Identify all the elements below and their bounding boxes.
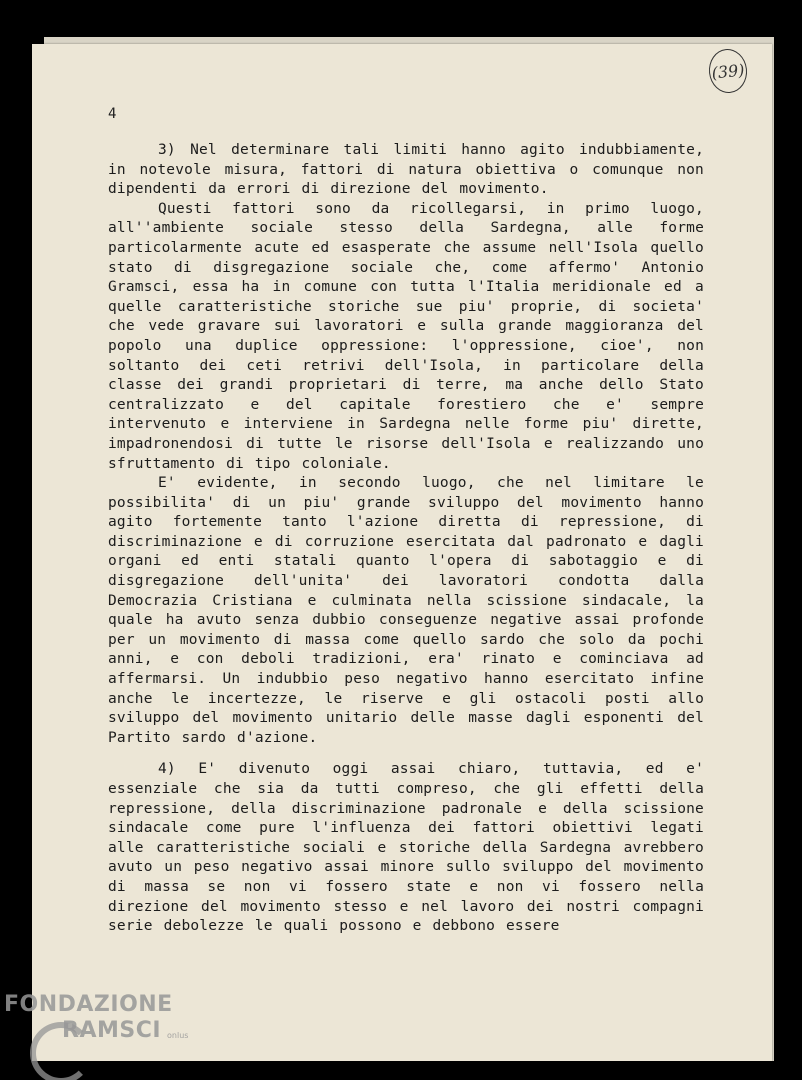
watermark-line-1: FONDAZIONE [4,992,173,1017]
document-body [108,141,704,937]
paragraph-2: Questi fattori sono da ricollegarsi, in primo luogo, all''ambiente sociale stesso della Sardegna, alle forme particolarmente acute ed esasperate che assume nell'Isola quello stato di disgregazione sociale che, come affermo' Antonio Gramsci, essa ha in comune con tutta l'Italia meridionale ed a quelle caratteristiche storiche sue piu' proprie, di societa' che vede gravare sui lavoratori e sulla grande maggioranza del popolo una duplice oppressione: l'oppressione, cioe', non soltanto dei ceti retrivi dell'Isola, in particolare della classe dei grandi proprietari di terre, ma anche dello Stato centralizzato e del capitale forestiero che e' sempre intervenuto e interviene in Sardegna nelle forme piu' dirette, impadronendosi di tutte le risorse dell'Isola e realizzando uno sfruttamento di tipo coloniale. [108,200,704,472]
watermark-line-2: RAMSCI [62,1018,162,1043]
archive-number-stamp: (39) [707,47,749,95]
paragraph-3: E' evidente, in secondo luogo, che nel limitare le possibilita' di un piu' grande sviluppo del movimento hanno agito fortemente tanto l'azione diretta di repressione, di discriminazione e di corruzione esercitata dal padronato e dagli organi ed enti statali quanto l'opera di sabotaggio e di disgregazione dell'unita' dei lavoratori condotta dalla Democrazia Cristiana e culminata nella scissione sindacale, la quale ha avuto senza dubbio conseguenze negative assai profonde per un movimento di massa come quello sardo che solo da pochi anni, e con deboli tradizioni, era' rinato e cominciava ad affermarsi. Un indubbio peso negativo hanno esercitato infine anche le incertezze, le riserve e gli ostacoli posti allo sviluppo del movimento unitario delle masse dagli esponenti del Partito sardo d'azione. [108,475,704,746]
watermark-subtitle: onlus [167,1031,189,1040]
watermark-logo [4,992,189,1044]
page-number: 4 [108,106,117,122]
paragraph-4: 4) E' divenuto oggi assai chiaro, tuttavia, ed e' essenziale che sia da tutti compreso, che gli effetti della repressione, della discriminazione padronale e della scissione sindacale come pure l'influenza dei fattori obiettivi legati alle caratteristiche sociali e storiche della Sardegna avrebbero avuto un peso negativo assai minore sullo sviluppo del movimento di massa se non vi fossero state e non vi fossero nella direzione del movimento stesso e nel lavoro dei nostri compagni serie debolezze le quali possono e debbono essere [108,761,704,935]
paragraph-1: 3) Nel determinare tali limiti hanno agito indubbiamente, in notevole misura, fattori di natura obiettiva o comunque non dipendenti da errori di direzione del movimento. [108,142,704,198]
